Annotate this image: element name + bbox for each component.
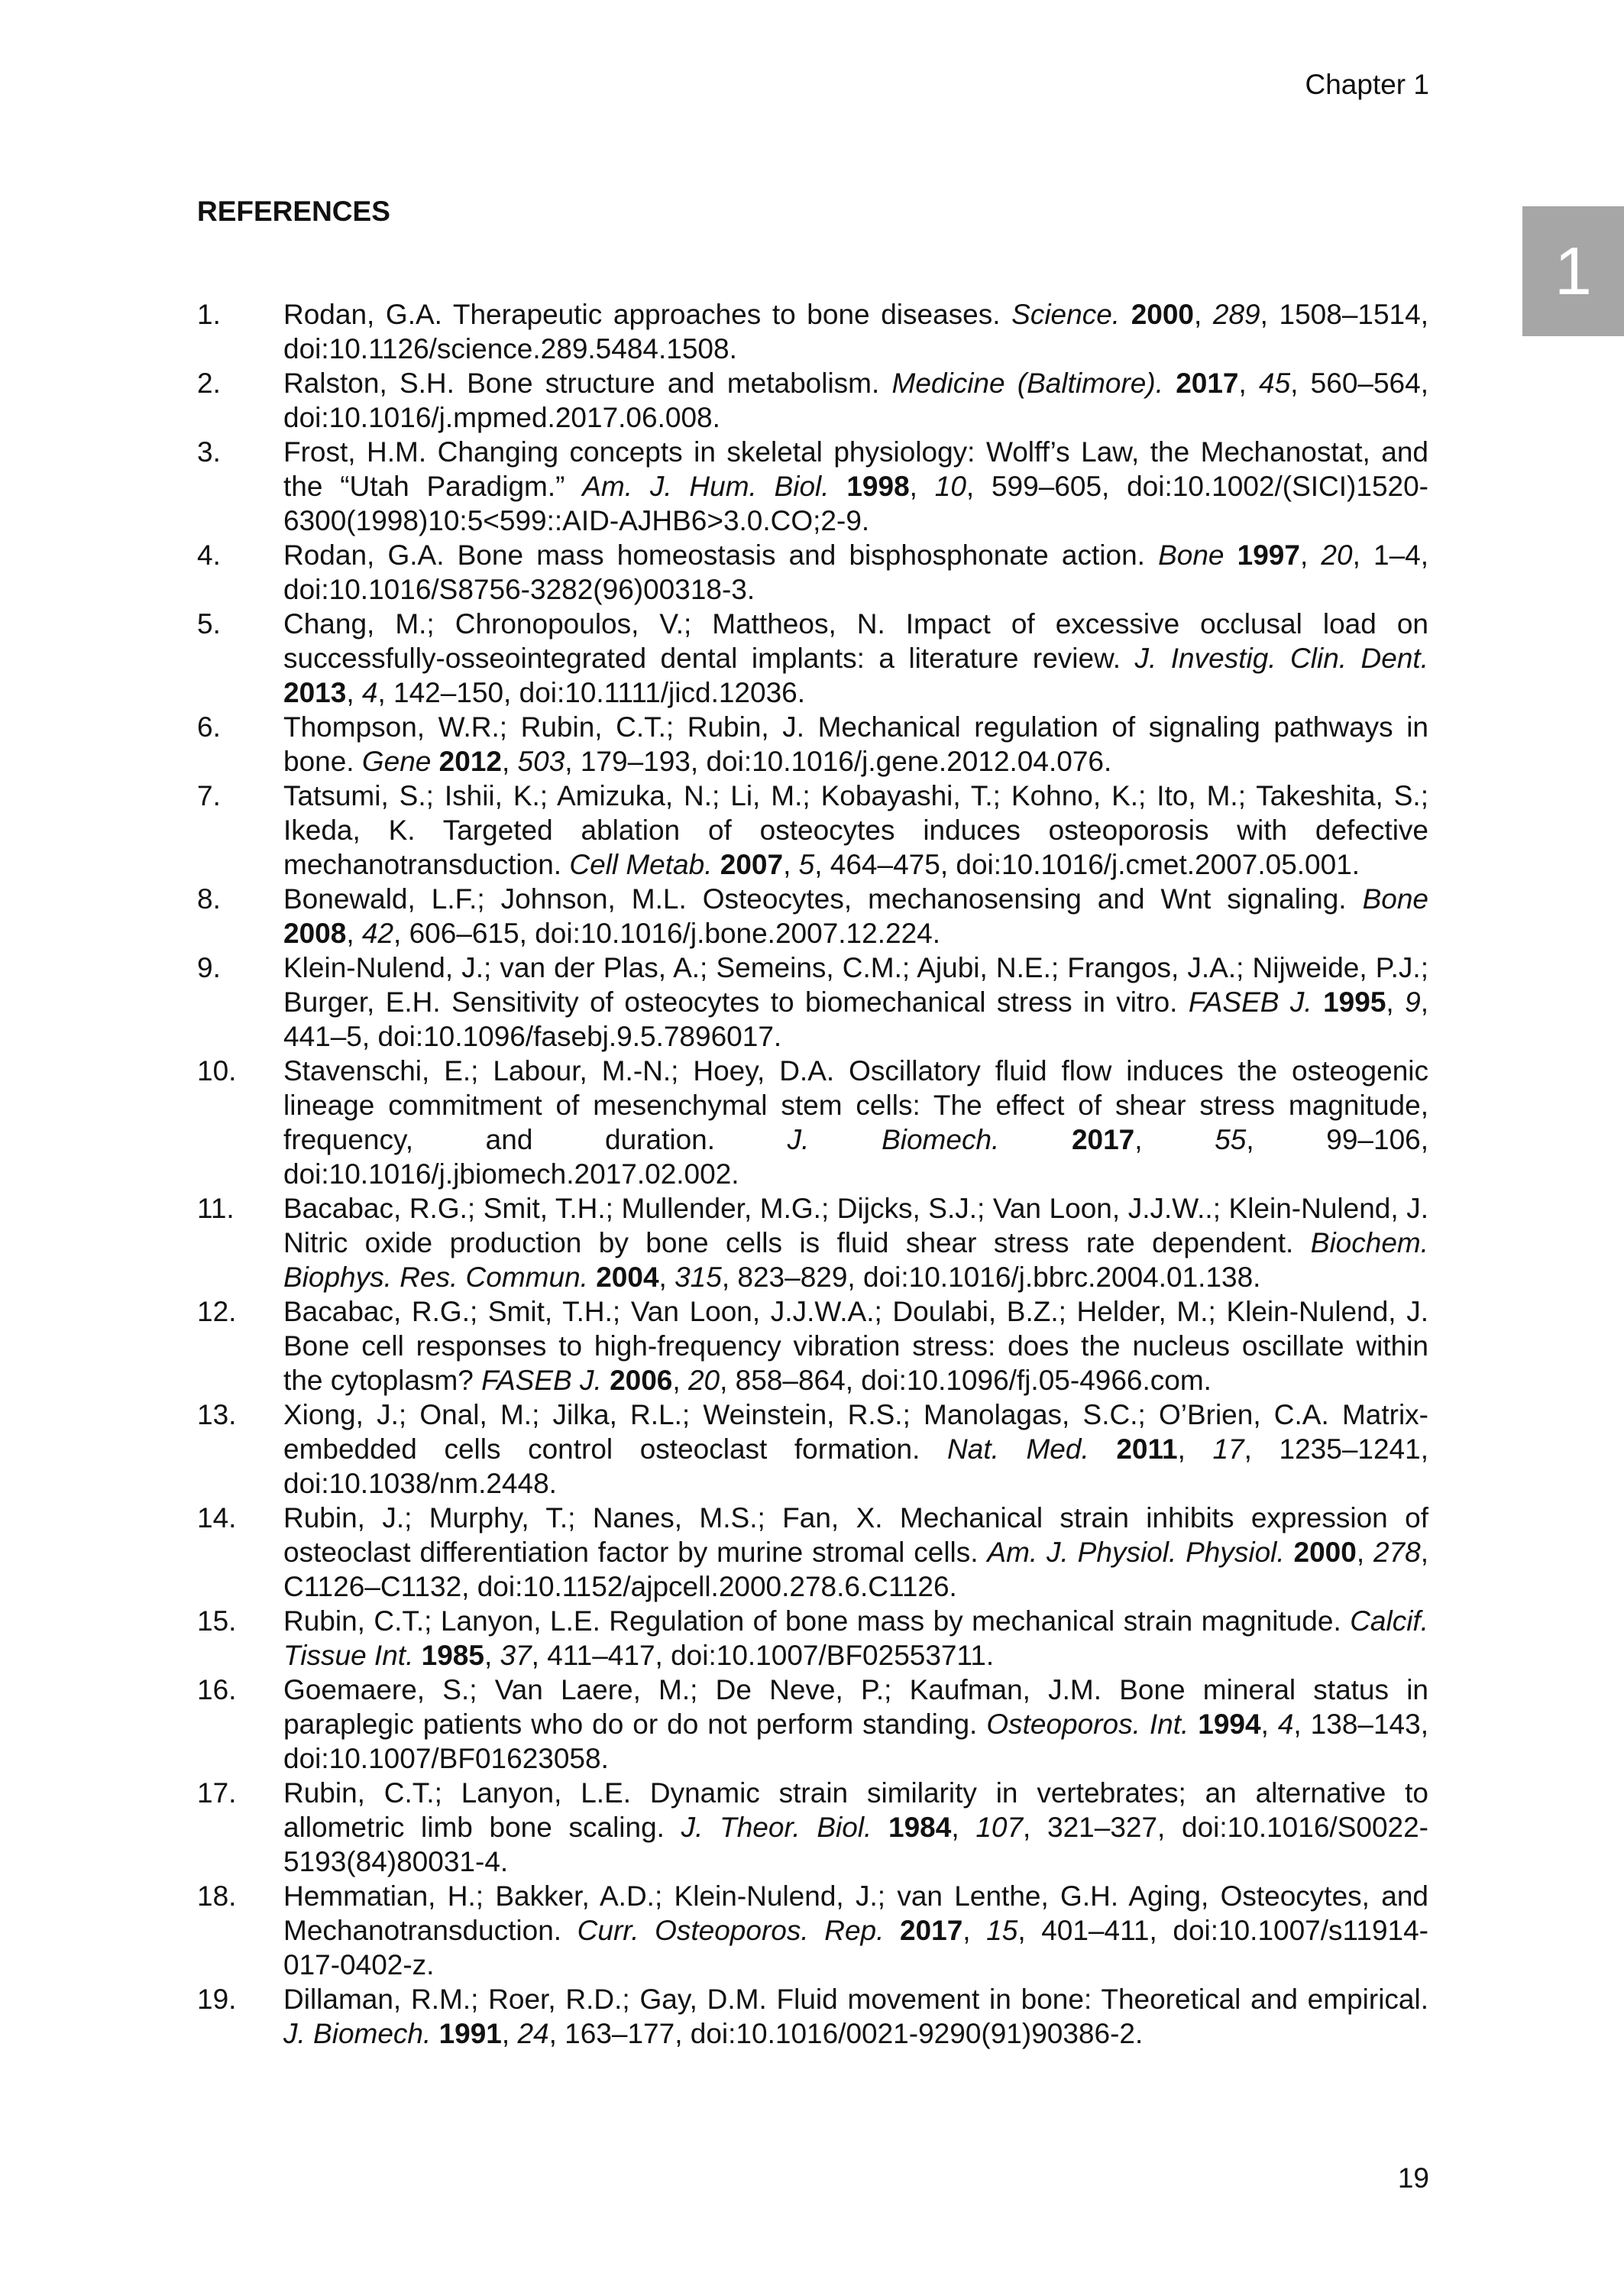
- reference-year: 2000: [1131, 299, 1194, 330]
- reference-text: [283, 1673, 1428, 1776]
- reference-segment: Rubin, C.T.; Lanyon, L.E. Regulation of bone mass by mechanical strain magnitude.: [283, 1605, 1351, 1637]
- reference-segment: ,: [484, 1640, 500, 1671]
- reference-journal: J. Theor. Biol.: [681, 1812, 872, 1843]
- reference-segment: ,: [1177, 1433, 1213, 1465]
- reference-item: [197, 951, 1428, 1054]
- reference-journal: 20: [1321, 539, 1353, 571]
- reference-text: [283, 1054, 1428, 1191]
- reference-number: 14.: [197, 1502, 237, 1534]
- reference-journal: 315: [675, 1261, 722, 1293]
- reference-segment: , 1235–1241, doi:10.1038/nm.2448.: [283, 1433, 1428, 1499]
- reference-item: [197, 435, 1428, 538]
- reference-item: [197, 1604, 1428, 1673]
- reference-segment: Goemaere, S.; Van Laere, M.; De Neve, P.; Kaufman, J.M. Bone mineral status in paraplegic patients who do or do not perform standing.: [283, 1674, 1428, 1740]
- reference-segment: , 142–150, doi:10.1111/jicd.12036.: [377, 677, 806, 708]
- reference-number: 13.: [197, 1399, 237, 1430]
- reference-number: 18.: [197, 1880, 237, 1912]
- reference-text: [283, 882, 1428, 951]
- reference-number: 5.: [197, 608, 221, 640]
- reference-text: [283, 1397, 1428, 1501]
- reference-journal: FASEB J.: [1188, 986, 1312, 1018]
- reference-item: [197, 607, 1428, 710]
- reference-segment: [999, 1124, 1072, 1155]
- reference-segment: Rodan, G.A. Therapeutic approaches to bone diseases.: [283, 299, 1012, 330]
- reference-text: [283, 538, 1428, 607]
- reference-item: [197, 1879, 1428, 1982]
- reference-journal: 10: [934, 471, 966, 502]
- reference-number: 7.: [197, 780, 221, 811]
- reference-item: [197, 1673, 1428, 1776]
- reference-segment: Bacabac, R.G.; Smit, T.H.; Mullender, M.G.; Dijcks, S.J.; Van Loon, J.J.W..; Klein-Nulend, J. Nitric oxide production by bone cells is fluid shear stress rate dependent.: [283, 1193, 1428, 1258]
- reference-journal: 503: [517, 746, 565, 777]
- reference-segment: ,: [501, 746, 518, 777]
- reference-journal: 289: [1212, 299, 1260, 330]
- reference-segment: [1312, 986, 1323, 1018]
- reference-journal: 9: [1405, 986, 1421, 1018]
- reference-item: [197, 1191, 1428, 1294]
- reference-text: [283, 1501, 1428, 1604]
- reference-year: 1984: [888, 1812, 952, 1843]
- reference-segment: Tatsumi, S.; Ishii, K.; Amizuka, N.; Li, M.; Kobayashi, T.; Kohno, K.; Ito, M.; Takeshita, S.; Ikeda, K. Targeted ablation of osteocytes induces osteoporosis with defective mechanotransduction.: [283, 780, 1428, 880]
- reference-journal: 5: [798, 849, 815, 880]
- reference-segment: ,: [962, 1915, 987, 1946]
- reference-segment: , 823–829, doi:10.1016/j.bbrc.2004.01.138.: [721, 1261, 1261, 1293]
- reference-year: 1995: [1323, 986, 1386, 1018]
- reference-segment: ,: [1134, 1124, 1215, 1155]
- reference-segment: , 1–4, doi:10.1016/S8756-3282(96)00318-3.: [283, 539, 1429, 605]
- reference-number: 17.: [197, 1777, 237, 1809]
- reference-journal: 17: [1212, 1433, 1244, 1465]
- reference-segment: Klein-Nulend, J.; van der Plas, A.; Semeins, C.M.; Ajubi, N.E.; Frangos, J.A.; Nijweide, P.J.; Burger, E.H. Sensitivity of osteocytes to biomechanical stress in vitro.: [283, 952, 1428, 1018]
- reference-journal: 278: [1373, 1537, 1421, 1568]
- reference-journal: Am. J. Hum. Biol.: [582, 471, 830, 502]
- reference-segment: [602, 1365, 610, 1396]
- reference-number: 10.: [197, 1055, 237, 1087]
- reference-segment: [1224, 539, 1237, 571]
- reference-number: 2.: [197, 368, 221, 399]
- reference-segment: Hemmatian, H.; Bakker, A.D.; Klein-Nulend, J.; van Lenthe, G.H. Aging, Osteocytes, and Mechanotransduction.: [283, 1880, 1428, 1946]
- reference-journal: 15: [986, 1915, 1018, 1946]
- reference-text: [283, 779, 1428, 882]
- reference-journal: 107: [975, 1812, 1024, 1843]
- reference-journal: 55: [1215, 1124, 1247, 1155]
- reference-item: [197, 1397, 1428, 1501]
- reference-journal: Curr. Osteoporos. Rep.: [577, 1915, 885, 1946]
- reference-segment: , C1126–C1132, doi:10.1152/ajpcell.2000.278.6.C1126.: [283, 1537, 1428, 1602]
- reference-text: [283, 297, 1428, 366]
- reference-segment: [1120, 299, 1131, 330]
- reference-journal: J. Biomech.: [283, 2018, 432, 2049]
- reference-number: 9.: [197, 952, 221, 983]
- reference-journal: 4: [361, 677, 378, 708]
- reference-segment: Rodan, G.A. Bone mass homeostasis and bisphosphonate action.: [283, 539, 1159, 571]
- section-heading: REFERENCES: [197, 196, 390, 227]
- reference-journal: Am. J. Physiol. Physiol.: [987, 1537, 1285, 1568]
- reference-text: [283, 1294, 1428, 1397]
- reference-segment: Ralston, S.H. Bone structure and metabolism.: [283, 368, 892, 399]
- reference-item: [197, 779, 1428, 882]
- reference-segment: , 606–615, doi:10.1016/j.bone.2007.12.224.: [393, 918, 941, 949]
- reference-segment: , 321–327, doi:10.1016/S0022-5193(84)80031-4.: [283, 1812, 1429, 1877]
- reference-year: 2008: [283, 918, 347, 949]
- reference-segment: ,: [909, 471, 935, 502]
- reference-segment: Bacabac, R.G.; Smit, T.H.; Van Loon, J.J.W.A.; Doulabi, B.Z.; Helder, M.; Klein-Nulend, J. Bone cell responses to high-frequency vibration stress: does the nucleus oscillate within the cytoplasm?: [283, 1296, 1428, 1396]
- reference-segment: Thompson, W.R.; Rubin, C.T.; Rubin, J. Mechanical regulation of signaling pathways in bone.: [283, 711, 1428, 777]
- reference-item: [197, 538, 1428, 607]
- reference-item: [197, 882, 1428, 951]
- reference-item: [197, 366, 1428, 435]
- reference-journal: Biochem. Biophys. Res. Commun.: [283, 1227, 1428, 1293]
- reference-segment: , 138–143, doi:10.1007/BF01623058.: [283, 1708, 1428, 1774]
- reference-segment: ,: [1356, 1537, 1373, 1568]
- reference-segment: [1285, 1537, 1294, 1568]
- reference-segment: Bonewald, L.F.; Johnson, M.L. Osteocytes, mechanosensing and Wnt signaling.: [283, 883, 1363, 915]
- reference-segment: [431, 2018, 438, 2049]
- reference-segment: , 858–864, doi:10.1096/fj.05-4966.com.: [720, 1365, 1212, 1396]
- running-head: Chapter 1: [1305, 69, 1429, 100]
- reference-year: 2007: [720, 849, 784, 880]
- reference-text: [283, 1191, 1428, 1294]
- reference-year: 1985: [421, 1640, 484, 1671]
- reference-journal: 42: [361, 918, 394, 949]
- reference-year: 2012: [438, 746, 502, 777]
- reference-segment: [588, 1261, 596, 1293]
- reference-segment: ,: [783, 849, 799, 880]
- reference-text: [283, 1879, 1428, 1982]
- reference-segment: ,: [1386, 986, 1406, 1018]
- reference-journal: J. Investig. Clin. Dent.: [1134, 643, 1428, 674]
- reference-year: 1991: [438, 2018, 502, 2049]
- reference-list: [197, 297, 1428, 2051]
- reference-item: [197, 1294, 1428, 1397]
- reference-segment: ,: [1260, 1708, 1278, 1740]
- reference-text: [283, 1776, 1428, 1879]
- page-number: 19: [1397, 2162, 1429, 2194]
- reference-segment: [830, 471, 847, 502]
- reference-segment: Dillaman, R.M.; Roer, R.D.; Gay, D.M. Fluid movement in bone: Theoretical and empirical.: [283, 1984, 1428, 2015]
- reference-number: 12.: [197, 1296, 237, 1327]
- reference-journal: Cell Metab.: [569, 849, 713, 880]
- reference-segment: , 560–564, doi:10.1016/j.mpmed.2017.06.008.: [283, 368, 1428, 433]
- reference-year: 2000: [1293, 1537, 1357, 1568]
- reference-year: 2017: [899, 1915, 963, 1946]
- reference-text: [283, 1982, 1428, 2051]
- reference-segment: [712, 849, 720, 880]
- reference-segment: , 99–106, doi:10.1016/j.jbiomech.2017.02.002.: [283, 1124, 1429, 1190]
- reference-year: 2017: [1176, 368, 1239, 399]
- reference-text: [283, 1604, 1428, 1673]
- reference-segment: Xiong, J.; Onal, M.; Jilka, R.L.; Weinstein, R.S.; Manolagas, S.C.; O’Brien, C.A. Matrix-embedded cells control osteoclast formation.: [283, 1399, 1428, 1465]
- reference-number: 6.: [197, 711, 221, 743]
- reference-year: 2017: [1071, 1124, 1135, 1155]
- reference-segment: ,: [1238, 368, 1260, 399]
- reference-segment: Stavenschi, E.; Labour, M.-N.; Hoey, D.A. Oscillatory fluid flow induces the osteogenic lineage commitment of mesenchymal stem cells: The effect of shear stress magnitude, frequency, and duration.: [283, 1055, 1428, 1155]
- reference-journal: Gene: [361, 746, 432, 777]
- reference-journal: Nat. Med.: [947, 1433, 1089, 1465]
- reference-segment: , 464–475, doi:10.1016/j.cmet.2007.05.001.: [814, 849, 1360, 880]
- reference-text: [283, 710, 1428, 779]
- reference-journal: Medicine (Baltimore).: [891, 368, 1163, 399]
- reference-segment: Rubin, C.T.; Lanyon, L.E. Dynamic strain similarity in vertebrates; an alternative to allometric limb bone scaling.: [283, 1777, 1428, 1843]
- reference-segment: ,: [1299, 539, 1322, 571]
- reference-journal: 20: [687, 1365, 720, 1396]
- reference-segment: Chang, M.; Chronopoulos, V.; Mattheos, N. Impact of excessive occlusal load on successfully-osseointegrated dental implants: a literature review.: [283, 608, 1428, 674]
- reference-journal: 24: [517, 2018, 549, 2049]
- reference-item: [197, 1982, 1428, 2051]
- reference-number: 19.: [197, 1984, 237, 2015]
- chapter-tab: 1: [1522, 206, 1624, 336]
- reference-segment: ,: [346, 677, 362, 708]
- reference-journal: 37: [500, 1640, 532, 1671]
- reference-number: 1.: [197, 299, 221, 330]
- reference-segment: , 599–605, doi:10.1002/(SICI)1520-6300(1998)10:5<599::AID-AJHB6>3.0.CO;2-9.: [283, 471, 1429, 536]
- reference-number: 11.: [197, 1193, 235, 1224]
- reference-segment: ,: [346, 918, 362, 949]
- reference-year: 2004: [596, 1261, 659, 1293]
- reference-journal: J. Biomech.: [787, 1124, 1000, 1155]
- reference-segment: ,: [501, 2018, 518, 2049]
- reference-segment: [413, 1640, 421, 1671]
- reference-number: 3.: [197, 436, 221, 468]
- reference-year: 1998: [846, 471, 910, 502]
- reference-year: 1994: [1198, 1708, 1261, 1740]
- reference-text: [283, 607, 1428, 710]
- reference-segment: [1089, 1433, 1117, 1465]
- reference-segment: [431, 746, 438, 777]
- reference-segment: [872, 1812, 888, 1843]
- reference-number: 15.: [197, 1605, 237, 1637]
- reference-segment: , 441–5, doi:10.1096/fasebj.9.5.7896017.: [283, 986, 1428, 1052]
- reference-number: 8.: [197, 883, 221, 915]
- reference-segment: Frost, H.M. Changing concepts in skeletal physiology: Wolff’s Law, the Mechanostat, and the “Utah Paradigm.”: [283, 436, 1428, 502]
- reference-segment: , 401–411, doi:10.1007/s11914-017-0402-z.: [283, 1915, 1429, 1980]
- reference-journal: Science.: [1011, 299, 1121, 330]
- reference-segment: ,: [1194, 299, 1213, 330]
- reference-item: [197, 1776, 1428, 1879]
- reference-segment: , 179–193, doi:10.1016/j.gene.2012.04.076.: [565, 746, 1112, 777]
- reference-segment: , 1508–1514, doi:10.1126/science.289.5484.1508.: [283, 299, 1428, 364]
- reference-journal: 45: [1259, 368, 1291, 399]
- reference-journal: Calcif. Tissue Int.: [283, 1605, 1428, 1671]
- reference-text: [283, 435, 1428, 538]
- reference-segment: [884, 1915, 900, 1946]
- reference-journal: Bone: [1362, 883, 1428, 915]
- reference-segment: , 163–177, doi:10.1016/0021-9290(91)90386-2.: [548, 2018, 1144, 2049]
- reference-text: [283, 951, 1428, 1054]
- reference-year: 2011: [1116, 1433, 1178, 1465]
- reference-journal: Osteoporos. Int.: [986, 1708, 1189, 1740]
- reference-item: [197, 1501, 1428, 1604]
- reference-year: 1997: [1237, 539, 1300, 571]
- reference-journal: Bone: [1158, 539, 1224, 571]
- reference-journal: 4: [1277, 1708, 1294, 1740]
- reference-year: 2006: [610, 1365, 673, 1396]
- reference-number: 16.: [197, 1674, 237, 1705]
- reference-segment: [1163, 368, 1176, 399]
- reference-text: [283, 366, 1428, 435]
- reference-segment: ,: [951, 1812, 976, 1843]
- reference-journal: FASEB J.: [481, 1365, 602, 1396]
- reference-segment: ,: [658, 1261, 675, 1293]
- reference-item: [197, 710, 1428, 779]
- reference-segment: ,: [672, 1365, 688, 1396]
- reference-year: 2013: [283, 677, 347, 708]
- reference-segment: Rubin, J.; Murphy, T.; Nanes, M.S.; Fan, X. Mechanical strain inhibits expression of osteoclast differentiation factor by murine stromal cells.: [283, 1502, 1428, 1568]
- reference-number: 4.: [197, 539, 221, 571]
- reference-item: [197, 1054, 1428, 1191]
- reference-segment: [1189, 1708, 1198, 1740]
- reference-item: [197, 297, 1428, 366]
- reference-segment: , 411–417, doi:10.1007/BF02553711.: [531, 1640, 995, 1671]
